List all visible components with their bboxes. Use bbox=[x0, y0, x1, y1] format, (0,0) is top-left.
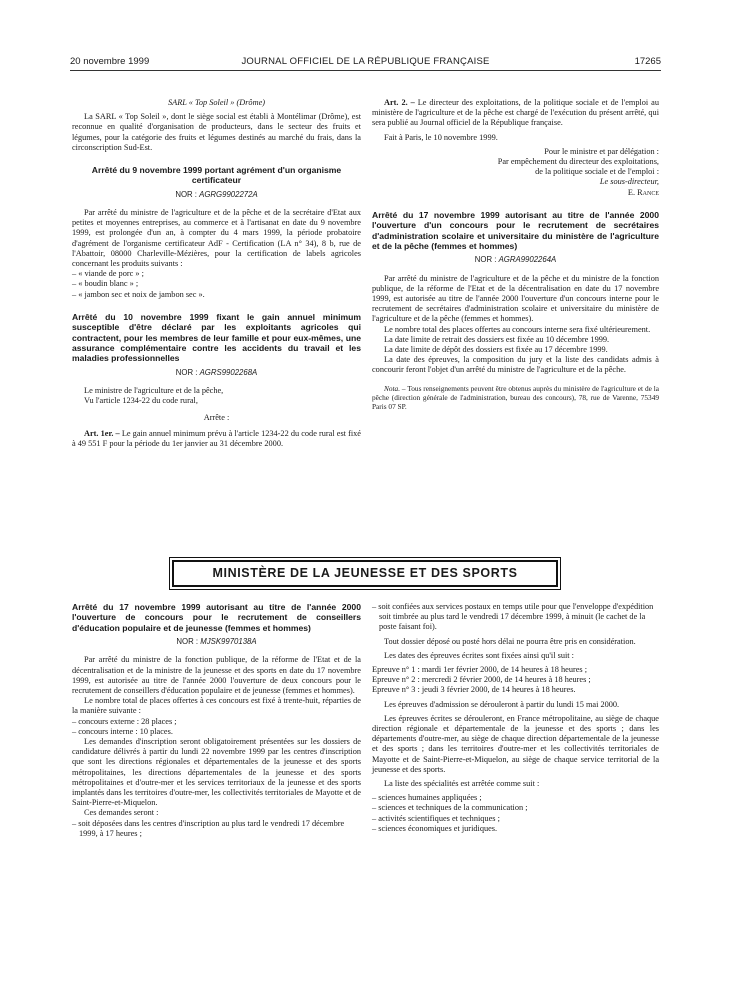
decree-3-body: Par arrêté du ministre de l'agriculture et de la pêche et du ministre de la fonction publique, de la réforme de l'Etat et de la décentralisation en date du 17 novembre 1999, est autorisée au titre de l'année 2000 l'ouverture d'un concours interne pour le recrutement de secrétaires d'administration scolaire et universitaire du ministère de l'agriculture et de la pêche (femmes et hommes). bbox=[372, 273, 659, 324]
sarl-paragraph: La SARL « Top Soleil », dont le siège social est établi à Montélimar (Drôme), est reconnue en qualité d'organisation de producteurs, dans le secteur des fruits et légumes, pour la catégorie des fruits et légumes destinés au marché du frais, dans la circonscription Sud-Est. bbox=[72, 112, 361, 152]
list-item: – soit confiées aux services postaux en temps utile pour que l'enveloppe d'expédition soit timbrée au plus tard le vendredi 17 décembre 1999, à minuit (le cachet de la poste faisant foi). bbox=[372, 602, 654, 632]
column-3 bbox=[72, 602, 361, 839]
decree-4-title: Arrêté du 17 novembre 1999 autorisant au titre de l'année 2000 l'ouverture de concours pour le recrutement de conseillers d'éducation populaire et de jeunesse (femmes et hommes) bbox=[72, 602, 361, 633]
signatory-name: E. Rance bbox=[627, 187, 659, 197]
decree-4-admission: Les épreuves d'admission se dérouleront à partir du lundi 15 mai 2000. bbox=[384, 699, 620, 709]
header-rule bbox=[70, 70, 661, 71]
column-4 bbox=[372, 602, 659, 834]
decree-3-nor: NOR : AGRA9902264A bbox=[474, 255, 557, 265]
decree-3-jury: La date des épreuves, la composition du jury et la liste des candidats admis à concourir feront l'objet d'un arrêté du ministre de l'agriculture et de la pêche. bbox=[372, 355, 659, 375]
decree-2-minister: Le ministre de l'agriculture et de la pêche, bbox=[84, 386, 224, 396]
epreuve-line: Epreuve n° 3 : jeudi 3 février 2000, de 14 heures à 18 heures. bbox=[372, 685, 576, 695]
decree-4-specialites: La liste des spécialités est arrêtée comme suit : bbox=[384, 779, 540, 789]
ministry-heading: MINISTÈRE DE LA JEUNESSE ET DES SPORTS bbox=[172, 560, 558, 587]
decree-4-body: Par arrêté du ministre de la fonction publique, de la réforme de l'Etat et de la décentralisation et de la ministre de la jeunesse et des sports en date du 17 novembre 1999, est autorisée au titre de l'année 2000 l'ouverture de deux concours pour le recrutement de conseillers d'éducation populaire et de jeunesse (femmes et hommes). bbox=[72, 655, 361, 696]
decree-3-retrait: La date limite de retrait des dossiers est fixée au 10 décembre 1999. bbox=[384, 334, 610, 344]
list-item: – « viande de porc » ; bbox=[72, 269, 144, 279]
decree-4-lieux: Les épreuves écrites se dérouleront, en France métropolitaine, au siège de chaque direction régionale et départementale de la jeunesse et des sports ; dans les départements d'outre-mer, au siège de chaque direction départementale de la jeunesse et des sports ; dans les territoires d'outre-mer et les collectivités territoriales de Mayotte et de Saint-Pierre-et-Miquelon, au siège de chaque service territorial de la jeunesse et des sports. bbox=[372, 713, 659, 774]
decree-2-article-1: Art. 1er. – Le gain annuel minimum prévu à l'article 1234-22 du code rural est fixé à 49 551 F pour la période du 1er janvier au 31 décembre 2000. bbox=[72, 428, 361, 448]
decree-4-inscriptions: Les demandes d'inscription seront obligatoirement présentées sur les dossiers de candidature délivrés à partir du lundi 22 novembre 1999 par les centres d'inscription que sont les directions régionales et départementales de la jeunesse et des sports métropolitaines, les directions départementales de la jeunesse et des sports métropolitaines et d'outre-mer et les services territoriaux de la jeunesse et des sports implantés dans les territoires d'outre-mer, les collectivités territoriales de Mayotte et de Saint-Pierre-et-Miquelon. bbox=[72, 737, 361, 808]
page-number: 17265 bbox=[634, 56, 661, 67]
list-item: – « jambon sec et noix de jambon sec ». bbox=[72, 289, 205, 299]
decree-4-hors-delai: Tout dossier déposé ou posté hors délai ne pourra être pris en considération. bbox=[384, 636, 636, 646]
signature-line: Par empêchement du directeur des exploitations, bbox=[497, 157, 659, 167]
decree-3-title: Arrêté du 17 novembre 1999 autorisant au titre de l'année 2000 l'ouverture d'un concours pour le recrutement de secrétaires d'administration scolaire et universitaire du ministère de l'agriculture et de la pêche (femmes et hommes) bbox=[372, 209, 659, 252]
signature-line: Le sous-directeur, bbox=[599, 177, 659, 187]
journal-title: JOURNAL OFFICIEL DE LA RÉPUBLIQUE FRANÇAISE bbox=[241, 56, 490, 67]
decree-2-arrete: Arrête : bbox=[203, 412, 230, 422]
decree-3-depot: La date limite de dépôt des dossiers est fixée au 17 décembre 1999. bbox=[384, 345, 608, 355]
list-item: – concours externe : 28 places ; bbox=[72, 716, 177, 726]
decree-4-nor: NOR : MJSK9970138A bbox=[176, 637, 257, 647]
decree-1-title: Arrêté du 9 novembre 1999 portant agrément d'un organisme certificateur bbox=[91, 165, 342, 186]
decree-1-nor: NOR : AGRG9902272A bbox=[175, 189, 258, 199]
epreuve-line: Epreuve n° 1 : mardi 1er février 2000, de 14 heures à 18 heures ; bbox=[372, 665, 588, 675]
decree-3-places: Le nombre total des places offertes au concours interne sera fixé ultérieurement. bbox=[384, 324, 651, 334]
decree-1-body: Par arrêté du ministre de l'agriculture et de la pêche et de la secrétaire d'Etat aux petites et moyennes entreprises, au commerce et à l'artisanat en date du 9 novembre 1999, est prolongée d'un an, à compter du 4 mars 1999, la période probatoire d'agrément de l'organisme certificateur AdF - Certification (LA n° 34), 8 b, rue de l'Abattoir, 08000 Charleville-Mézières, pour la certification de labels agricoles concernant les produits suivants : bbox=[72, 208, 361, 269]
header-date: 20 novembre 1999 bbox=[70, 56, 150, 67]
list-item: – activités scientifiques et techniques ; bbox=[372, 813, 500, 823]
decree-3-nota: Nota. – Tous renseignements peuvent être obtenus auprès du ministère de l'agriculture et de la pêche (direction générale de l'administration, bureau des concours), 78, rue de Varenne, 75349 Paris 07 SP. bbox=[372, 383, 659, 411]
list-item: – sciences économiques et juridiques. bbox=[372, 823, 498, 833]
list-item: – concours interne : 10 places. bbox=[72, 726, 173, 736]
decree-4-demandes: Ces demandes seront : bbox=[84, 808, 159, 818]
signature-line: Pour le ministre et par délégation : bbox=[544, 146, 659, 156]
sarl-heading: SARL « Top Soleil » (Drôme) bbox=[167, 98, 266, 107]
decree-4-dates: Les dates des épreuves écrites sont fixées ainsi qu'il suit : bbox=[384, 650, 574, 660]
decree-4-places: Le nombre total de places offertes à ces concours est fixé à trente-huit, réparties de la manière suivante : bbox=[72, 696, 361, 716]
list-item: – sciences et techniques de la communication ; bbox=[372, 803, 528, 813]
signature-line: de la politique sociale et de l'emploi : bbox=[535, 167, 659, 177]
decree-2-nor: NOR : AGRS9902268A bbox=[175, 367, 258, 377]
fait-a-paris: Fait à Paris, le 10 novembre 1999. bbox=[384, 132, 498, 142]
decree-2-vu: Vu l'article 1234-22 du code rural, bbox=[84, 396, 198, 406]
page-header bbox=[70, 56, 661, 70]
list-item: – sciences humaines appliquées ; bbox=[372, 793, 482, 803]
list-item: – soit déposées dans les centres d'inscription au plus tard le vendredi 17 décembre 1999, à 17 heures ; bbox=[72, 818, 345, 838]
decree-2-title: Arrêté du 10 novembre 1999 fixant le gain annuel minimum susceptible d'être déclaré par les exploitants agricoles qui contractent, pour les membres de leur famille et pour eux-mêmes, une assurance complémentaire contre les accidents du travail et les maladies professionnelles bbox=[72, 311, 361, 364]
decree-2-article-2: Art. 2. – Le directeur des exploitations, de la politique sociale et de l'emploi au ministère de l'agriculture et de la pêche est chargé de l'exécution du présent arrêté, qui sera publié au Journal officiel de la République française. bbox=[372, 98, 660, 128]
epreuve-line: Epreuve n° 2 : mercredi 2 février 2000, de 14 heures à 18 heures ; bbox=[372, 675, 591, 685]
column-2 bbox=[372, 98, 659, 411]
column-1 bbox=[72, 98, 361, 449]
list-item: – « boudin blanc » ; bbox=[72, 279, 139, 289]
